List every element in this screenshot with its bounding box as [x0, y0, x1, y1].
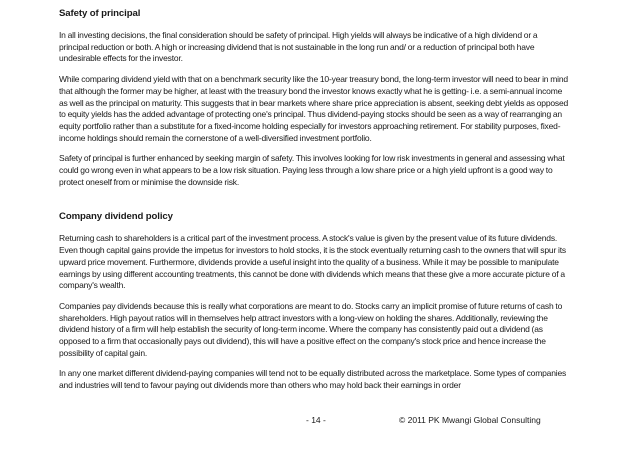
page-footer — [0, 415, 638, 429]
paragraph: Companies pay dividends because this is really what corporations are meant to do. Stocks carry an implicit promise of future returns of cash to shareholders. High payout ratios will in themselves help attract investors with a long-view on holding the shares. Additionally, reviewing the dividend history of a firm will help establish the security of long-term income. Where the company has consistently paid out a dividend (as opposed to a firm that occasionally pays out dividend), this will have a positive effect on the company's stock price and hence increase the possibility of capital gain. — [59, 300, 563, 358]
paragraph: Returning cash to shareholders is a critical part of the investment process. A stock's value is given by the present value of its future dividends. Even though capital gains provide the impetus for investors to hold stocks, it is the stock eventually returning cash to the owners that will spur its upward price movement. Furthermore, dividends provide a useful insight into the quality of a business. While it may be possible to manipulate earnings by using different accounting treatments, this cannot be done with dividends which means that these give a more accurate picture of a company's wealth. — [59, 233, 566, 291]
copyright-notice: © 2011 PK Mwangi Global Consulting — [399, 415, 541, 425]
paragraph: Safety of principal is further enhanced by seeking margin of safety. This involves looking for low risk investments in general and assessing what could go wrong even in what appears to be a low risk situation. Paying less through a low share price or a high yield upfront is a good way to protect oneself from or minimise the downside risk. — [59, 153, 565, 187]
section-heading-safety-of-principal: Safety of principal — [59, 8, 141, 19]
paragraph: In all investing decisions, the final consideration should be safety of principal. High yields will always be indicative of a high dividend or a principal reduction or both. A high or increasing dividend that is not sustainable in the long run and/ or a reduction of principal both have undesirable effects for the investor. — [59, 30, 538, 64]
document-page — [59, 8, 569, 392]
page-number: - 14 - — [306, 415, 326, 425]
paragraph: In any one market different dividend-paying companies will tend not to be equally distributed across the marketplace. Some types of companies and industries will tend to favour paying out dividends more than others who may hold back their earnings in order — [59, 368, 567, 391]
paragraph: While comparing dividend yield with that on a benchmark security like the 10-year treasury bond, the long-term investor will need to bear in mind that although the former may be higher, at least with the treasury bond the investor knows exactly what he is getting- i.e. a semi-annual income as well as the principal on maturity. This suggests that in bear markets where share price appreciation is absent, seeking debt yields as opposed to equity yields has the added advantage of protecting one's principal. Thus dividend-paying stocks should be seen as a way of rearranging an equity portfolio rather than a substitute for a fixed-income holding especially for investors approaching retirement. For stability purposes, fixed-income holdings should remain the cornerstone of a well-diversified investment portfolio. — [59, 74, 569, 143]
section-heading-company-dividend-policy: Company dividend policy — [59, 211, 173, 223]
